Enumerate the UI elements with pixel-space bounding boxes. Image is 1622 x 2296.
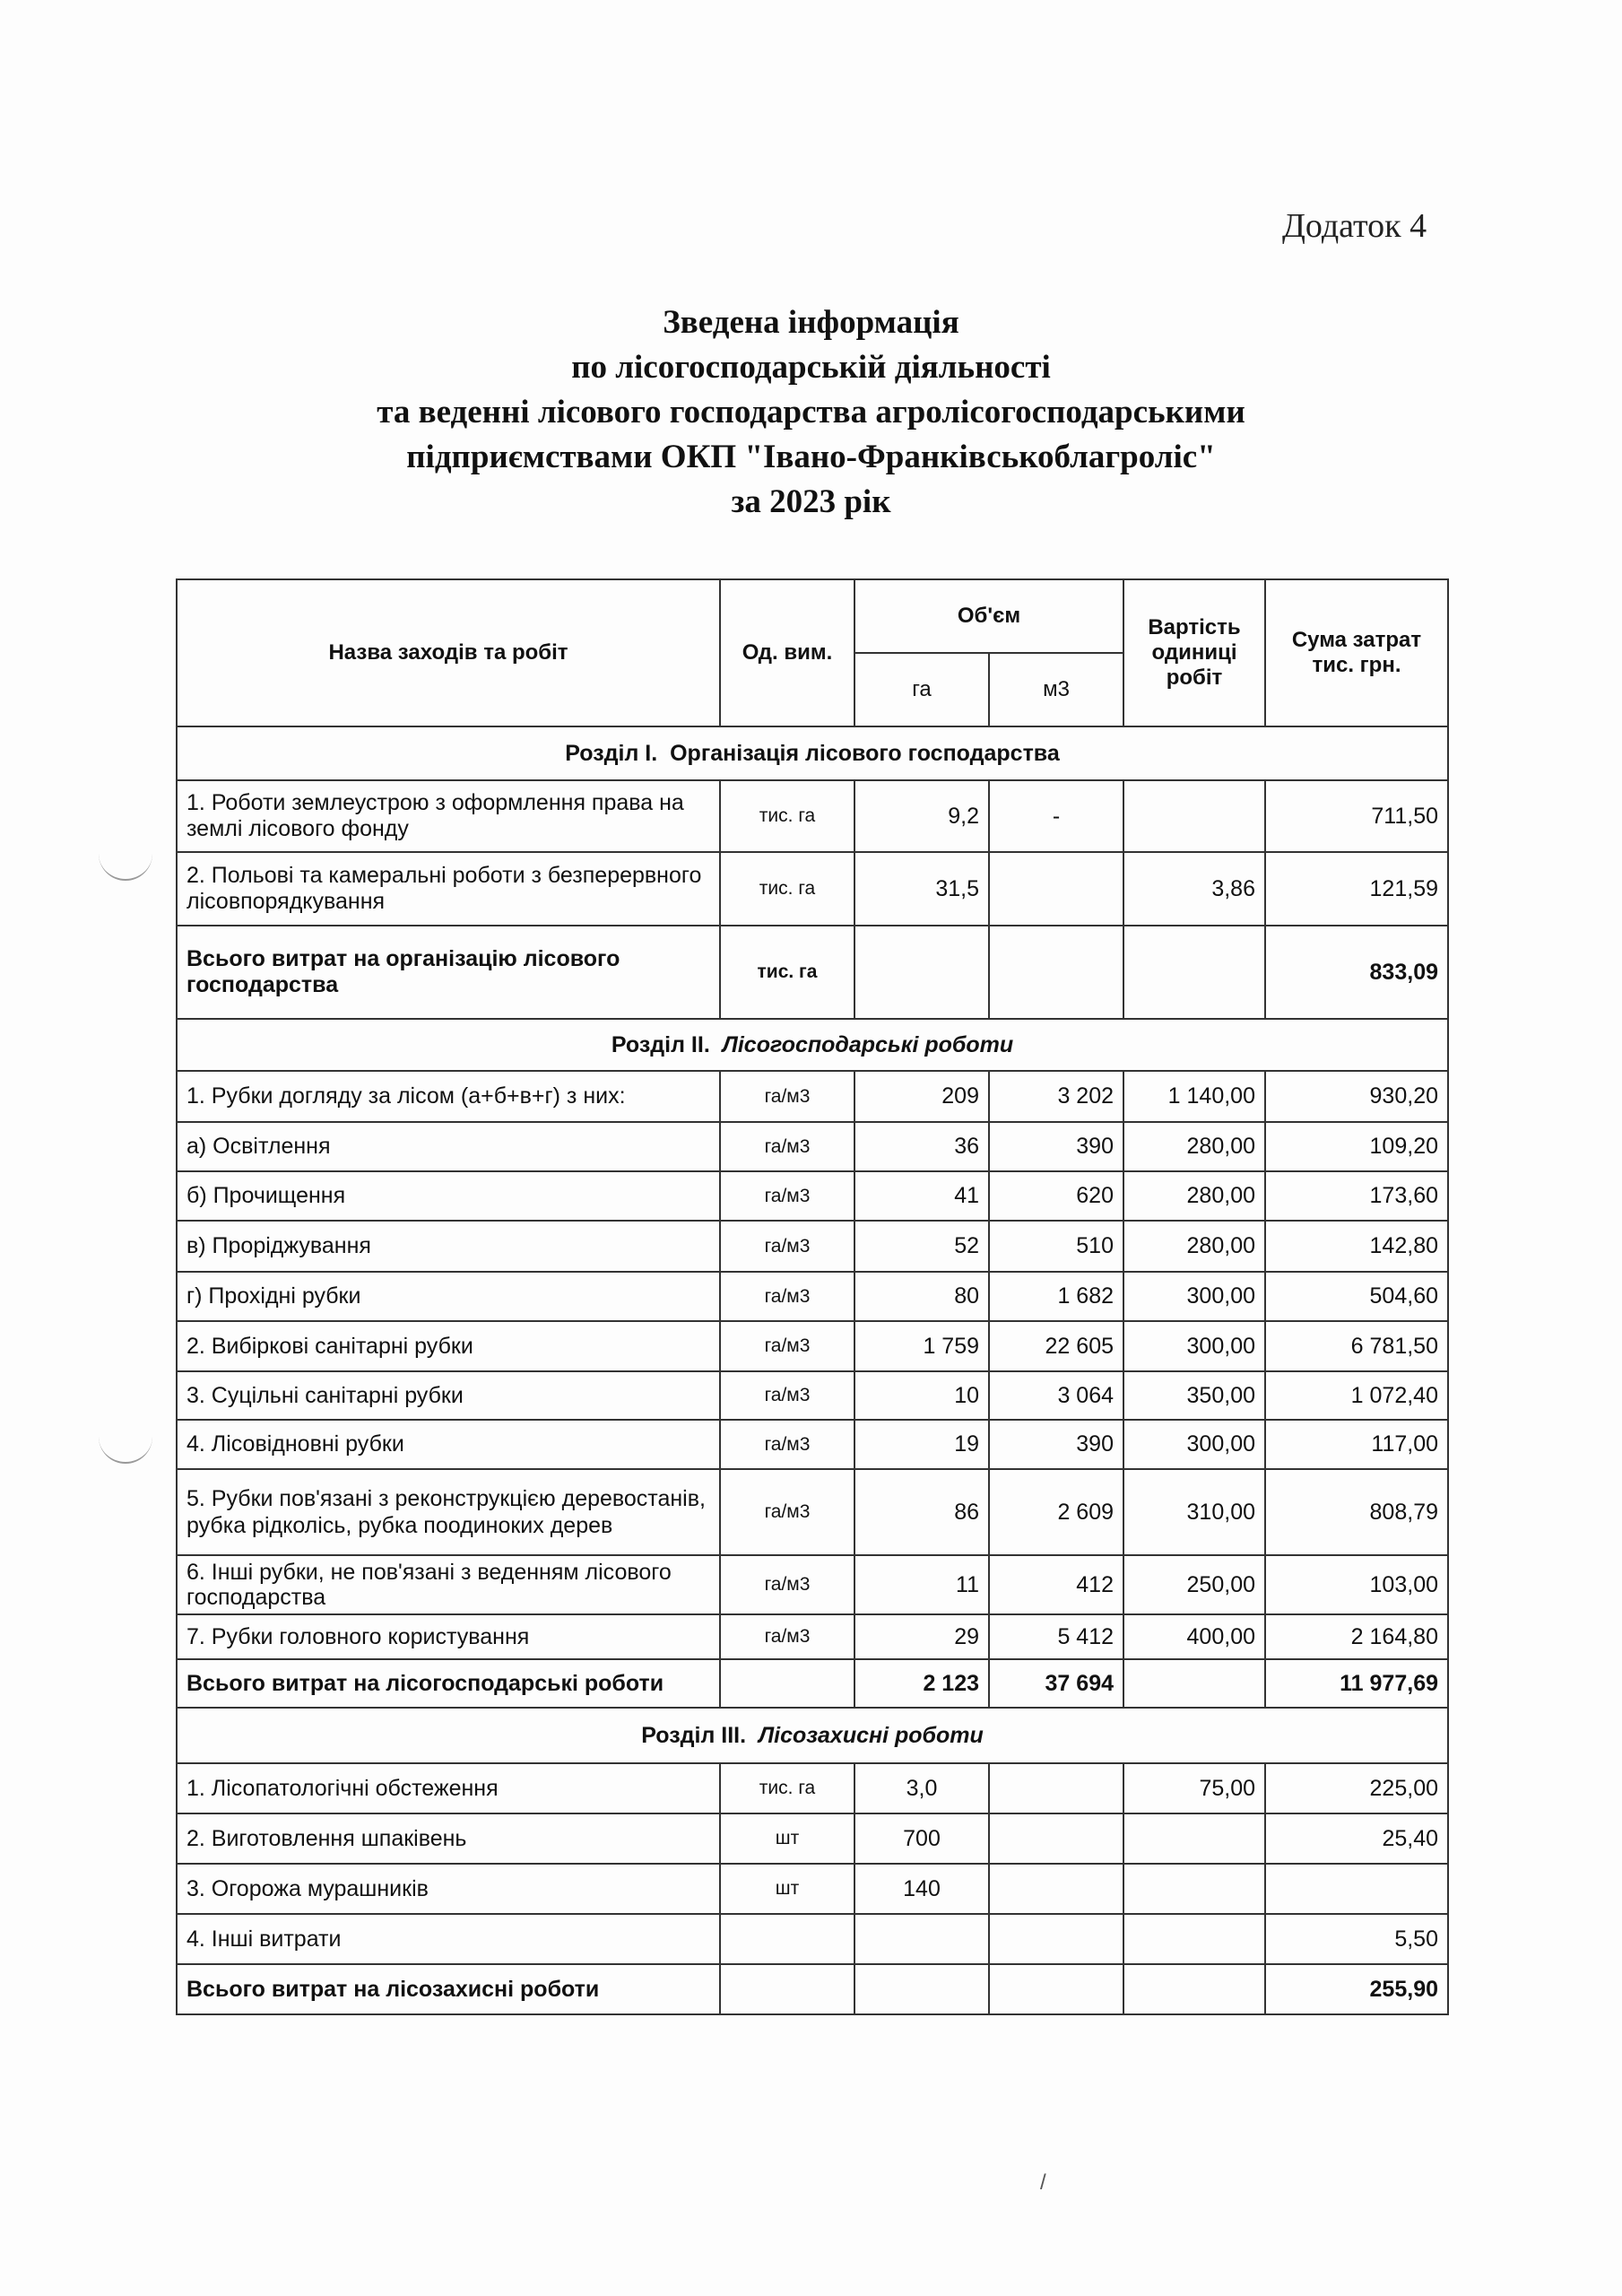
table-cell <box>989 1964 1123 2014</box>
table-cell: 2. Виготовлення шпаківень <box>177 1813 720 1864</box>
table-cell: 80 <box>854 1272 989 1321</box>
table-cell: 711,50 <box>1265 780 1448 852</box>
table-cell: 75,00 <box>1123 1763 1265 1813</box>
header-m3: м3 <box>989 653 1123 726</box>
table-cell: в) Проріджування <box>177 1221 720 1272</box>
table-cell: 19 <box>854 1420 989 1469</box>
table-row <box>177 1420 1448 1469</box>
table-cell: 300,00 <box>1123 1420 1265 1469</box>
table-cell <box>989 1864 1123 1914</box>
table-cell <box>1265 1864 1448 1914</box>
table-cell: 142,80 <box>1265 1221 1448 1272</box>
table-cell: 3 064 <box>989 1371 1123 1420</box>
table-row <box>177 1371 1448 1420</box>
title-line: Зведена інформація <box>663 304 959 341</box>
table-cell: га/м3 <box>720 1321 854 1371</box>
title-line: підприємствами ОКП "Івано-Франківськоблагроліс" <box>406 439 1216 475</box>
table-cell: 140 <box>854 1864 989 1914</box>
table-cell: 4. Інші витрати <box>177 1914 720 1964</box>
forestry-activity-table <box>176 578 1449 2015</box>
table-cell: шт <box>720 1864 854 1914</box>
table-cell <box>1123 1864 1265 1914</box>
table-cell: 209 <box>854 1071 989 1122</box>
table-cell <box>989 926 1123 1019</box>
table-cell: 9,2 <box>854 780 989 852</box>
table-row <box>177 1914 1448 1964</box>
table-cell <box>1123 1659 1265 1708</box>
scan-punch-mark <box>99 852 152 881</box>
table-cell: 2. Вибіркові санітарні рубки <box>177 1321 720 1371</box>
table-cell: 250,00 <box>1123 1555 1265 1614</box>
table-cell: 1 140,00 <box>1123 1071 1265 1122</box>
header-total: Сума затрат тис. грн. <box>1265 579 1448 726</box>
table-row <box>177 1171 1448 1221</box>
table-cell: Всього витрат на лісогосподарські роботи <box>177 1659 720 1708</box>
table-cell: 11 977,69 <box>1265 1659 1448 1708</box>
table-row <box>177 1763 1448 1813</box>
table-cell: 1. Роботи землеустрою з оформлення права на землі лісового фонду <box>177 780 720 852</box>
table-cell: 3. Суцільні санітарні рубки <box>177 1371 720 1420</box>
table-cell: га/м3 <box>720 1071 854 1122</box>
table-cell: 109,20 <box>1265 1122 1448 1171</box>
table-cell <box>854 1964 989 2014</box>
table-cell: 117,00 <box>1265 1420 1448 1469</box>
table-cell: 3 202 <box>989 1071 1123 1122</box>
document-title <box>0 300 1622 525</box>
table-cell: 3,0 <box>854 1763 989 1813</box>
table-cell: Розділ II. Лісогосподарські роботи <box>177 1019 1448 1071</box>
table-cell: 5 412 <box>989 1614 1123 1659</box>
table-cell: - <box>989 780 1123 852</box>
table-cell: га/м3 <box>720 1555 854 1614</box>
table-cell: 1 682 <box>989 1272 1123 1321</box>
table-cell: 29 <box>854 1614 989 1659</box>
table-cell: 310,00 <box>1123 1469 1265 1555</box>
table-cell: 225,00 <box>1265 1763 1448 1813</box>
table-cell: 280,00 <box>1123 1171 1265 1221</box>
table-cell: 3. Огорожа мурашників <box>177 1864 720 1914</box>
table-cell: 11 <box>854 1555 989 1614</box>
table-cell: шт <box>720 1813 854 1864</box>
table-cell <box>720 1914 854 1964</box>
table-cell: 390 <box>989 1420 1123 1469</box>
table-cell <box>989 852 1123 926</box>
table-row <box>177 1122 1448 1171</box>
table-cell: 510 <box>989 1221 1123 1272</box>
table-cell <box>989 1914 1123 1964</box>
table-cell: 390 <box>989 1122 1123 1171</box>
title-line: за 2023 рік <box>731 483 891 520</box>
table-cell <box>989 1763 1123 1813</box>
table-cell: 121,59 <box>1265 852 1448 926</box>
header-unit-cost: Вартість одиниці робіт <box>1123 579 1265 726</box>
table-cell: 400,00 <box>1123 1614 1265 1659</box>
table-cell: 2 609 <box>989 1469 1123 1555</box>
table-cell: га/м3 <box>720 1272 854 1321</box>
table-cell: 280,00 <box>1123 1122 1265 1171</box>
header-name: Назва заходів та робіт <box>177 579 720 726</box>
table-cell: 52 <box>854 1221 989 1272</box>
section-header <box>177 1019 1448 1071</box>
table-cell: 412 <box>989 1555 1123 1614</box>
table-cell <box>854 926 989 1019</box>
table-row <box>177 1321 1448 1371</box>
table-cell: 300,00 <box>1123 1321 1265 1371</box>
table-cell: б) Прочищення <box>177 1171 720 1221</box>
table-cell: тис. га <box>720 852 854 926</box>
table-cell: 833,09 <box>1265 926 1448 1019</box>
table-cell: Всього витрат на організацію лісового господарства <box>177 926 720 1019</box>
table-cell: 350,00 <box>1123 1371 1265 1420</box>
table-cell <box>1123 1914 1265 1964</box>
section-header <box>177 726 1448 780</box>
table-cell: 504,60 <box>1265 1272 1448 1321</box>
table-cell: га/м3 <box>720 1171 854 1221</box>
table-cell <box>1123 780 1265 852</box>
table-cell: 1. Рубки догляду за лісом (а+б+в+г) з них: <box>177 1071 720 1122</box>
table-cell: 1. Лісопатологічні обстеження <box>177 1763 720 1813</box>
section-total-row <box>177 926 1448 1019</box>
table-cell: га/м3 <box>720 1122 854 1171</box>
table-row <box>177 1864 1448 1914</box>
table-cell <box>720 1659 854 1708</box>
table-cell: 86 <box>854 1469 989 1555</box>
table-cell: 300,00 <box>1123 1272 1265 1321</box>
table-cell: тис. га <box>720 780 854 852</box>
table-cell: 2. Польові та камеральні роботи з безперервного лісовпорядкування <box>177 852 720 926</box>
table-cell <box>1123 926 1265 1019</box>
table-cell: Розділ III. Лісозахисні роботи <box>177 1708 1448 1763</box>
table-cell <box>720 1964 854 2014</box>
table-cell: 173,60 <box>1265 1171 1448 1221</box>
table-cell: га/м3 <box>720 1371 854 1420</box>
table-cell: 6 781,50 <box>1265 1321 1448 1371</box>
scan-punch-mark <box>99 1435 152 1464</box>
table-cell: 4. Лісовідновні рубки <box>177 1420 720 1469</box>
table-cell: га/м3 <box>720 1221 854 1272</box>
table-row <box>177 1469 1448 1555</box>
table-cell: 700 <box>854 1813 989 1864</box>
table-cell: 31,5 <box>854 852 989 926</box>
table-cell <box>989 1813 1123 1864</box>
table-row <box>177 1221 1448 1272</box>
title-line: та веденні лісового господарства агролісогосподарськими <box>377 394 1245 430</box>
table-cell: 37 694 <box>989 1659 1123 1708</box>
table-cell: 22 605 <box>989 1321 1123 1371</box>
table-cell: 1 072,40 <box>1265 1371 1448 1420</box>
table-cell: 280,00 <box>1123 1221 1265 1272</box>
table-cell: 5,50 <box>1265 1914 1448 1964</box>
section-total-row <box>177 1964 1448 2014</box>
table-cell: 10 <box>854 1371 989 1420</box>
table-cell: г) Прохідні рубки <box>177 1272 720 1321</box>
table-row <box>177 1614 1448 1659</box>
table-cell: 25,40 <box>1265 1813 1448 1864</box>
table-row <box>177 1813 1448 1864</box>
section-header <box>177 1708 1448 1763</box>
table-row <box>177 1071 1448 1122</box>
table-cell: 930,20 <box>1265 1071 1448 1122</box>
table-cell: тис. га <box>720 1763 854 1813</box>
table-cell: 41 <box>854 1171 989 1221</box>
table-cell: 620 <box>989 1171 1123 1221</box>
table-cell: тис. га <box>720 926 854 1019</box>
appendix-label: Додаток 4 <box>1282 207 1427 245</box>
table-cell: Розділ I. Організація лісового господарства <box>177 726 1448 780</box>
header-unit: Од. вим. <box>720 579 854 726</box>
table-row <box>177 780 1448 852</box>
table-cell: 808,79 <box>1265 1469 1448 1555</box>
header-ha: га <box>854 653 989 726</box>
section-total-row <box>177 1659 1448 1708</box>
table-cell: 103,00 <box>1265 1555 1448 1614</box>
table-cell: 6. Інші рубки, не пов'язані з веденням лісового господарства <box>177 1555 720 1614</box>
title-line: по лісогосподарській діяльності <box>571 349 1051 386</box>
table-cell: 2 164,80 <box>1265 1614 1448 1659</box>
table-cell: 5. Рубки пов'язані з реконструкцією деревостанів, рубка рідколісь, рубка поодиноких дерев <box>177 1469 720 1555</box>
table-cell: 2 123 <box>854 1659 989 1708</box>
table-cell <box>854 1914 989 1964</box>
table-cell: 255,90 <box>1265 1964 1448 2014</box>
table-cell: 36 <box>854 1122 989 1171</box>
table-cell: га/м3 <box>720 1614 854 1659</box>
table-cell: 7. Рубки головного користування <box>177 1614 720 1659</box>
table-cell: 3,86 <box>1123 852 1265 926</box>
table-row <box>177 852 1448 926</box>
table-cell <box>1123 1813 1265 1864</box>
table-cell: га/м3 <box>720 1420 854 1469</box>
table-cell <box>1123 1964 1265 2014</box>
table-cell: а) Освітлення <box>177 1122 720 1171</box>
table-row <box>177 1272 1448 1321</box>
scan-speck: / <box>1040 2170 1046 2195</box>
header-volume: Об'єм <box>854 579 1123 653</box>
table-cell: га/м3 <box>720 1469 854 1555</box>
table-row <box>177 1555 1448 1614</box>
table-cell: Всього витрат на лісозахисні роботи <box>177 1964 720 2014</box>
table-cell: 1 759 <box>854 1321 989 1371</box>
